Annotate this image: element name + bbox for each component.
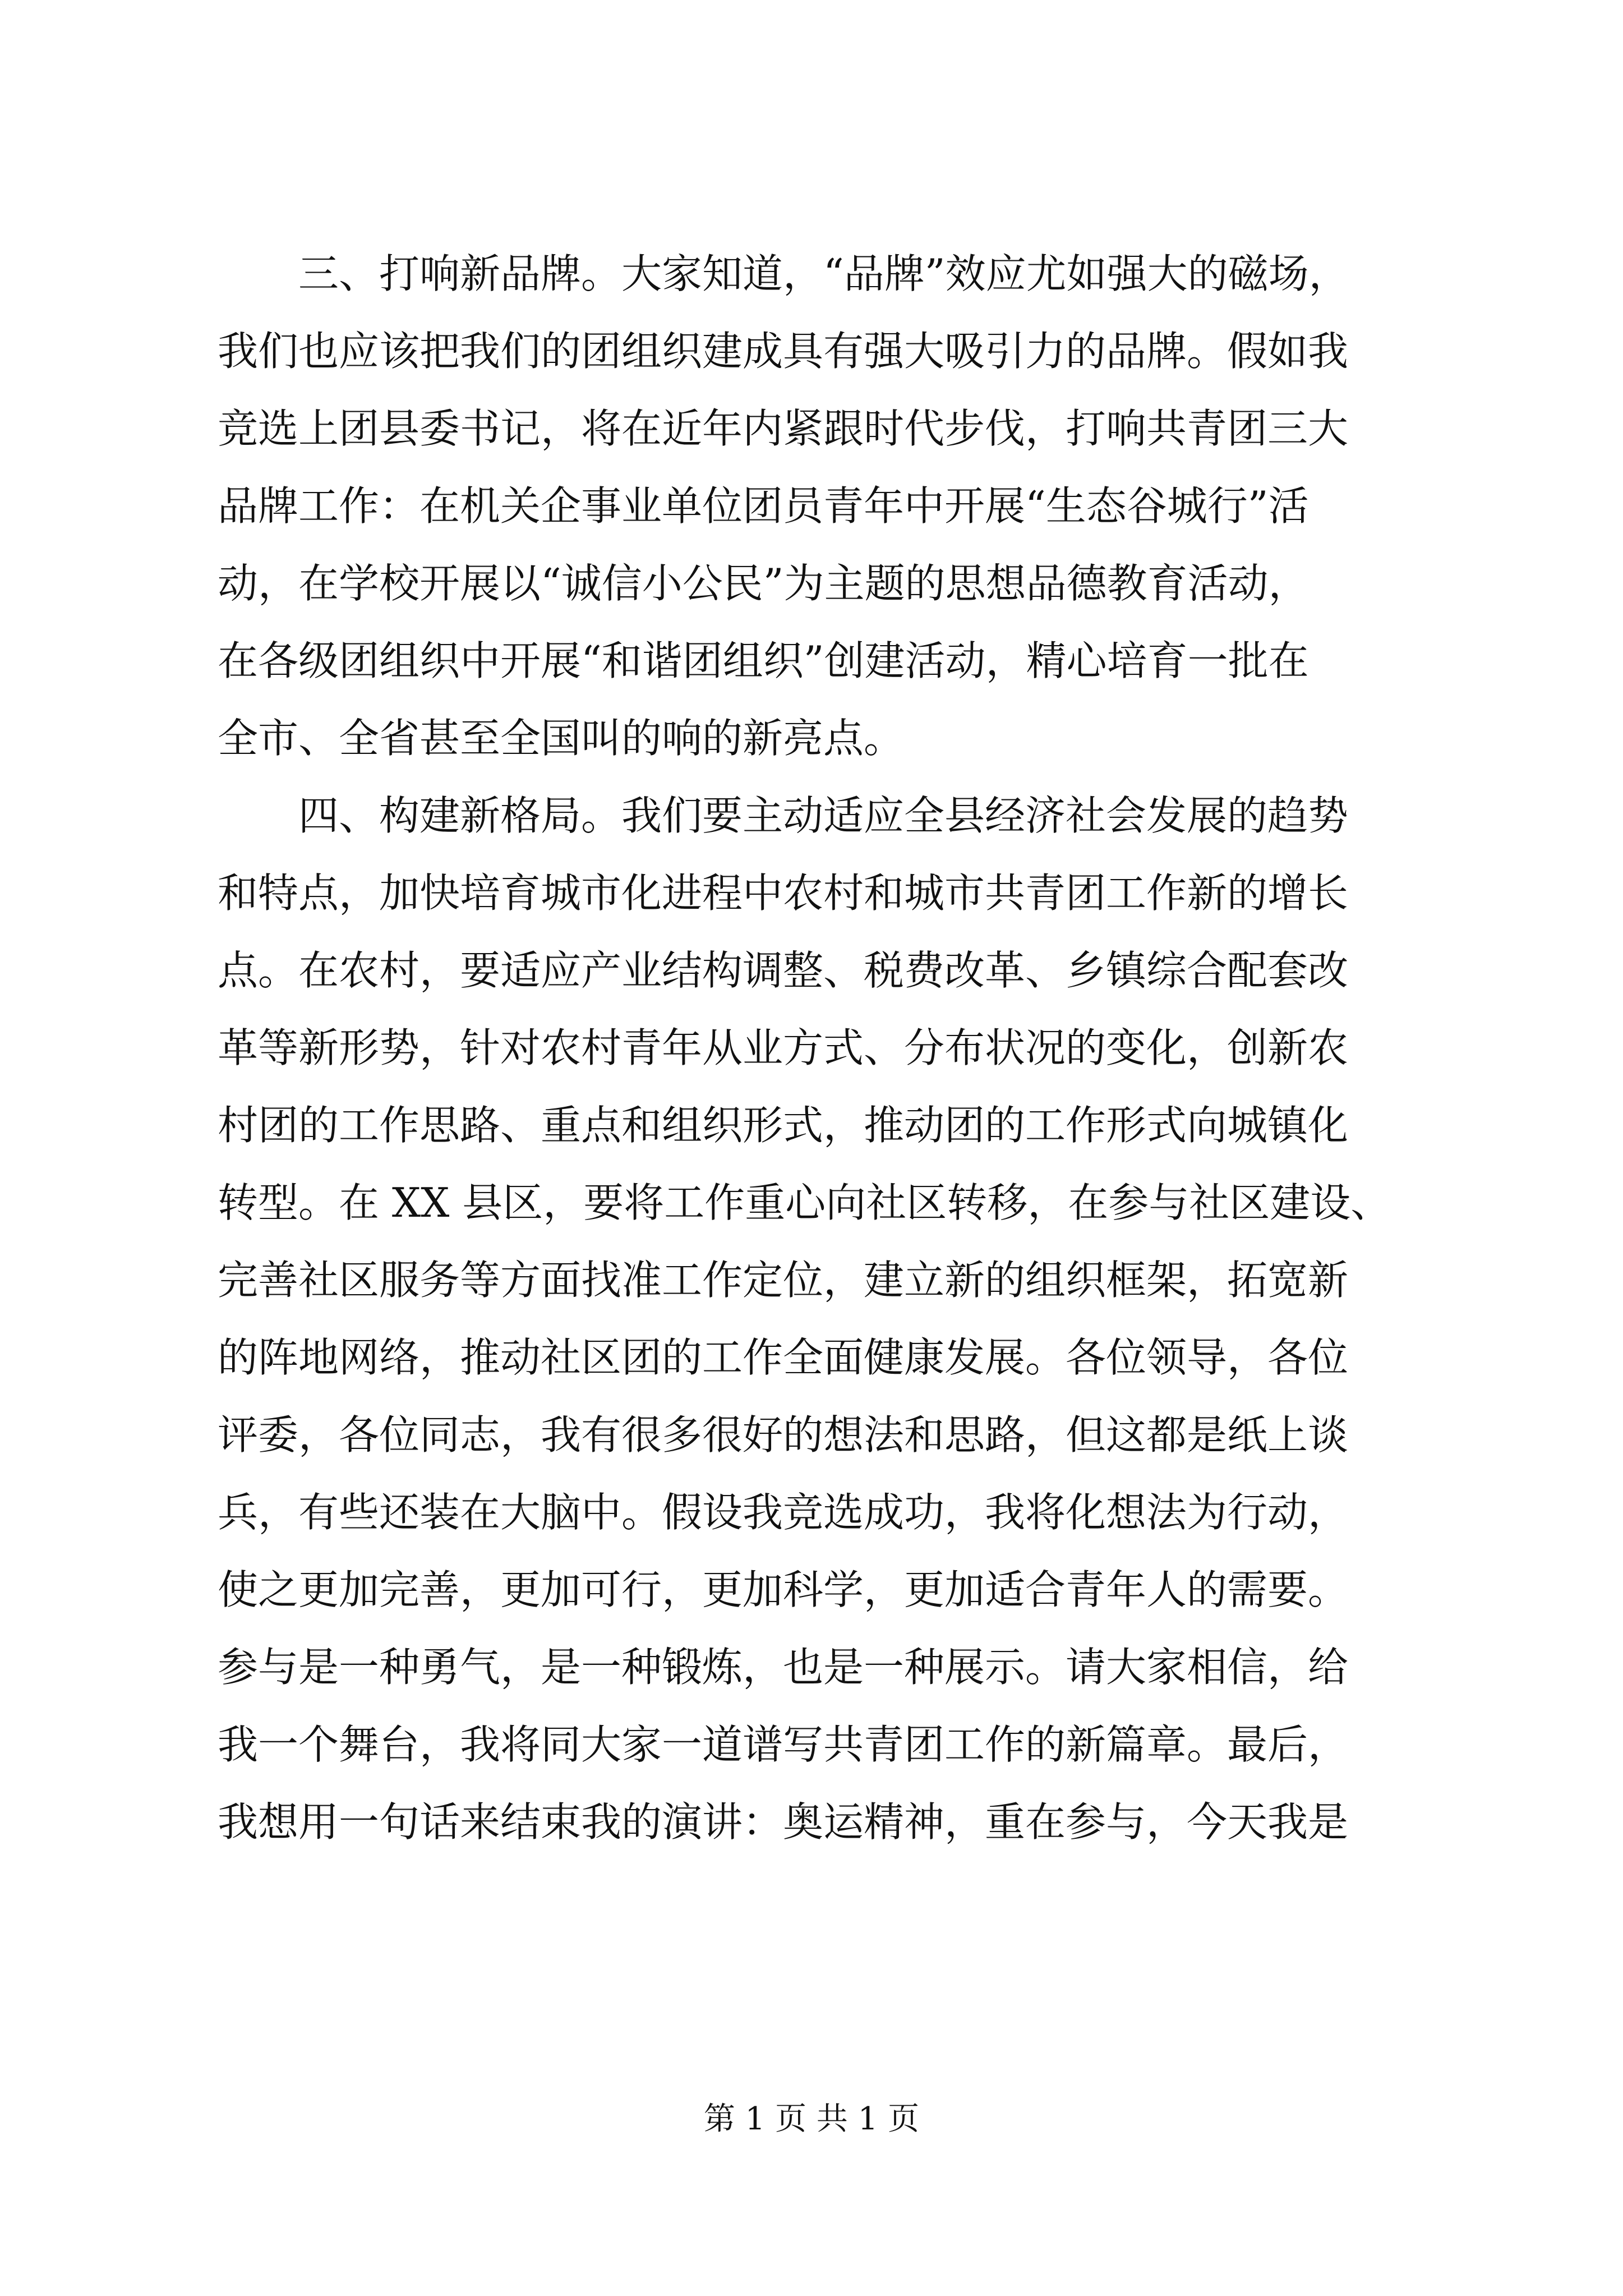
paragraph-2-line-9: 评委，各位同志，我有很多很好的想法和思路，但这都是纸上谈 — [218, 1411, 1349, 1458]
paragraph-2-line-6: 转型。在 XX 县区，要将工作重心向社区转移，在参与社区建设、 — [218, 1179, 1391, 1226]
paragraph-2-line-5: 村团的工作思路、重点和组织形式，推动团的工作形式向城镇化 — [218, 1102, 1349, 1149]
paragraph-1-line-7: 全市、全省甚至全国叫的响的新亮点。 — [218, 715, 905, 762]
paragraph-1-line-1: 三、打响新品牌。大家知道，“品牌”效应尤如强大的磁场， — [218, 250, 1349, 297]
paragraph-2-line-2: 和特点，加快培育城市化进程中农村和城市共青团工作新的增长 — [218, 869, 1349, 917]
paragraph-2-line-12: 参与是一种勇气，是一种锻炼，也是一种展示。请大家相信，给 — [218, 1644, 1349, 1691]
paragraph-2-line-10: 兵，有些还装在大脑中。假设我竞选成功，我将化想法为行动， — [218, 1489, 1349, 1536]
paragraph-2-line-1: 四、构建新格局。我们要主动适应全县经济社会发展的趋势 — [218, 792, 1349, 839]
paragraph-1-line-2: 我们也应该把我们的团组织建成具有强大吸引力的品牌。假如我 — [218, 328, 1349, 375]
paragraph-1-line-4: 品牌工作：在机关企事业单位团员青年中开展“生态谷城行”活 — [218, 482, 1309, 530]
paragraph-2-line-14: 我想用一句话来结束我的演讲：奥运精神，重在参与，今天我是 — [218, 1798, 1349, 1846]
paragraph-1-line-5: 动，在学校开展以“诚信小公民”为主题的思想品德教育活动， — [218, 560, 1309, 607]
paragraph-2-line-13: 我一个舞台，我将同大家一道谱写共青团工作的新篇章。最后， — [218, 1721, 1349, 1768]
paragraph-2-line-3: 点。在农村，要适应产业结构调整、税费改革、乡镇综合配套改 — [218, 947, 1349, 994]
paragraph-1-line-6: 在各级团组织中开展“和谐团组织”创建活动，精心培育一批在 — [218, 637, 1309, 684]
paragraph-2-line-7: 完善社区服务等方面找准工作定位，建立新的组织框架，拓宽新 — [218, 1257, 1349, 1304]
paragraph-2-line-15 — [218, 1871, 1429, 1927]
paragraph-1-line-3: 竞选上团县委书记，将在近年内紧跟时代步伐，打响共青团三大 — [218, 405, 1349, 452]
page-number-footer: 第 1 页 共 1 页 — [703, 2101, 920, 2137]
paragraph-2-line-8: 的阵地网络，推动社区团的工作全面健康发展。各位领导，各位 — [218, 1334, 1349, 1381]
paragraph-2-line-11: 使之更加完善，更加可行，更加科学，更加适合青年人的需要。 — [218, 1566, 1349, 1613]
paragraph-2-line-4: 革等新形势，针对农村青年从业方式、分布状况的变化，创新农 — [218, 1024, 1349, 1071]
paragraph-2-line-16 — [218, 1949, 1429, 2005]
